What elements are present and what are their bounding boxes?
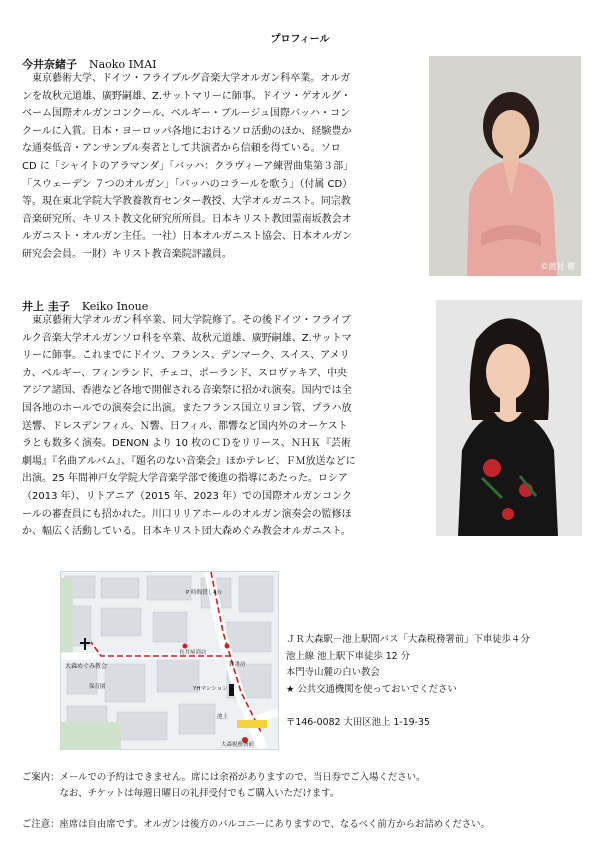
bio-line: アジア諸国、香港など各地で開催される音楽祭に招かれ演奏。国内では全: [22, 385, 352, 397]
performer-1-bio: [22, 70, 420, 264]
performer-1-name-ja: 今井奈緒子: [22, 58, 77, 71]
access-line: ＪＲ大森駅－池上駅間バス「大森税務署前」下車徒歩４分: [286, 634, 530, 645]
access-line: 池上線 池上駅下車徒歩 12 分: [286, 650, 410, 662]
performer-2-bio: [22, 312, 432, 541]
notice-line: なお、チケットは毎週日曜日の礼拝受付でもご購入いただけます。: [22, 787, 340, 799]
page-title: プロフィール: [270, 34, 330, 45]
bio-line: 東京藝術大学オルガン科卒業、同大学院修了。その後ドイツ・フライブ: [22, 315, 351, 326]
bio-line: 東京藝術大学、ドイツ・フライブルグ音楽大学オルガン科卒業。オルガ: [22, 73, 351, 84]
bio-line: 出演。25 年間神戸女学院大学音楽学部で後進の指導にあたった。ロシア: [22, 473, 348, 485]
map-label-shop2: 鈴書房: [229, 662, 246, 668]
bio-line: 劇場』『名曲アルバム』、『題名のない音楽会』ほかテレビ、ＦＭ放送などに: [22, 455, 356, 467]
notices: [22, 770, 490, 832]
photo-credit: ©渡見 徹: [540, 262, 575, 271]
performer-2-name-ja: 井上 圭子: [22, 300, 70, 313]
bio-line: クールに入賞。日本・ヨーロッパ各地におけるソロ活動のほか、経験豊か: [22, 125, 352, 137]
access-line: 〒146-0082 大田区池上 1-19-35: [286, 716, 430, 728]
map-label-church: 大森めぐみ教会: [65, 663, 108, 670]
bio-line: CD に「シャイトのアラマンダ」「バッハ：クラヴィーア練習曲集第３部」: [22, 160, 354, 172]
bio-line: カ、ベルギー、フィンランド、チェコ、ポーランド、スロヴァキア、中央: [22, 367, 347, 379]
map-label-shop1: 長井屋商店: [179, 650, 207, 656]
access-line: 本門寺山麓の白い教会: [286, 667, 380, 678]
bio-line: ンを故秋元道雄、廣野嗣雄、Z.サットマリーに師事。ドイツ・ゲオルグ・: [22, 90, 351, 102]
bio-line: 「スウェーデン ７つのオルガン」「バッハのコラールを歌う」（付属 CD）: [22, 178, 353, 190]
notice-line: [22, 801, 490, 817]
map-label-station: 大森税務署前: [221, 742, 255, 748]
performer-1-name-en: Naoko IMAI: [89, 58, 157, 71]
bio-line: 等。現在東北学院大学教養教育センター教授、大学オルガニスト。同宗教: [22, 196, 351, 208]
access-line: ★ 公共交通機関を使っておいでください: [286, 683, 457, 695]
bio-line: （2013 年）、リトアニア（2015 年、2023 年）での国際オルガンコンク: [22, 490, 352, 502]
bio-line: 国各地のホールでの演奏会に出演。またフランス国立リヨン管、プラハ放: [22, 402, 352, 414]
notice-line: ご案内：メールでの予約はできません。席には余裕がありますので、当日券でご入場ください。: [22, 772, 426, 783]
bio-line: 送響、ドレスデンフィル、Ｎ響、日フィル、都響など国内外のオーケスト: [22, 420, 348, 432]
bio-line: ルク音楽大学オルガンソロ科を卒業、故秋元道雄、廣野嗣雄、Z.サットマ: [22, 332, 352, 344]
bio-line: な通奏低音・アンサンブル奏者として共演者から信頼を得ている。ソロ: [22, 143, 341, 155]
map-label-nursery: 保育園: [89, 684, 106, 690]
bio-line: ルガニスト・オルガン主任。一社）日本オルガニスト協会、日本オルガン: [22, 231, 352, 243]
access-info: [286, 632, 530, 731]
access-line: [286, 698, 530, 715]
bio-line: ベーム国際オルガンコンクール、ベルギー・ブルージュ国際バッハ・コン: [22, 108, 350, 120]
performer-2-name-en: Keiko Inoue: [81, 300, 149, 313]
bio-line: リーに師事。これまでにドイツ、フランス、デンマーク、スイス、アメリ: [22, 350, 350, 362]
bio-line: 音楽研究所、キリスト教文化研究所所員。日本キリスト教団霊南坂教会オ: [22, 213, 352, 225]
notice-line: ご注意：座席は自由席です。オルガンは後方のバルコニーにありますので、なるべく前方からお詰めください。: [22, 818, 490, 830]
access-map: [60, 571, 279, 750]
bio-line: か、幅広く活動している。日本キリスト団大森めぐみ教会オルガニスト。: [22, 526, 351, 538]
map-label-corner: 池上: [217, 714, 229, 720]
bio-line: 研究会会員。一財）キリスト教音楽院評議員。: [22, 248, 232, 260]
map-label-parking: P 時間貸し4台: [186, 590, 223, 596]
performer-1-photo: [429, 56, 581, 276]
performer-2-photo: [436, 300, 582, 536]
map-label-mansion: YHマンション: [193, 686, 228, 692]
bio-line: ールの審査員にも招かれた。川口リリアホールのオルガン演奏会の監修ほ: [22, 508, 352, 520]
bio-line: ラとも数多く演奏。DENON より 10 枚のＣＤをリリース、ＮＨＫ『芸術: [22, 438, 351, 450]
